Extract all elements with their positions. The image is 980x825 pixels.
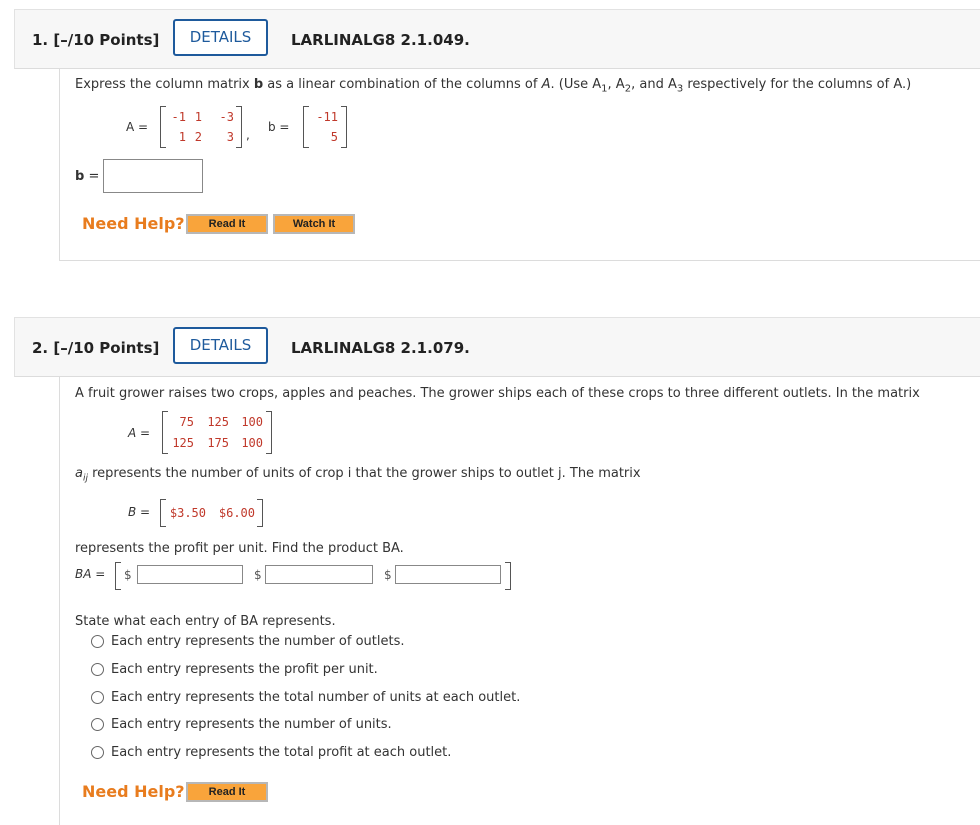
option-radio[interactable] (91, 663, 104, 676)
answer-input[interactable] (103, 159, 203, 193)
dollar-sign: $ (124, 568, 132, 582)
matrix-bracket-left (160, 106, 166, 148)
matrix-a-label: A = (126, 120, 149, 134)
matrix-cell: 75 (179, 415, 194, 429)
ba-entry-2-input[interactable] (265, 565, 373, 584)
option-radio[interactable] (91, 635, 104, 648)
matrix-cell: 175 (207, 436, 229, 450)
matrix-separator: , (246, 128, 250, 142)
matrix-bracket-left (160, 499, 166, 527)
matrix-cell: 1 (178, 130, 186, 144)
option-label: Each entry represents the total profit at each outlet. (111, 745, 452, 760)
matrix-cell: 5 (330, 130, 338, 144)
profit-description: represents the profit per unit. Find the product BA. (75, 541, 404, 556)
need-help-label: Need Help? (82, 782, 185, 801)
need-help-label: Need Help? (82, 214, 185, 233)
matrix-cell: -3 (219, 110, 234, 124)
read-it-button[interactable]: Read It (186, 782, 268, 802)
question-code: LARLINALG8 2.1.049. (291, 31, 470, 49)
dollar-sign: $ (384, 568, 392, 582)
matrix-a-label: A = (128, 426, 151, 440)
matrix-b-label: B = (128, 505, 151, 519)
question-number: 2. [–/10 Points] (32, 339, 160, 357)
option-label: Each entry represents the number of outlets. (111, 634, 405, 649)
matrix-bracket-right (341, 106, 347, 148)
matrix-bracket-right (505, 562, 511, 590)
matrix-cell: -11 (316, 110, 338, 124)
ba-entry-1-input[interactable] (137, 565, 243, 584)
matrix-bracket-left (115, 562, 121, 590)
matrix-cell: 100 (241, 436, 263, 450)
matrix-cell: $3.50 (169, 506, 206, 520)
question-2-prompt: A fruit grower raises two crops, apples and peaches. The grower ships each of these crops to three different outlets. In the matrix (75, 386, 920, 401)
matrix-bracket-right (236, 106, 242, 148)
option-label: Each entry represents the number of units. (111, 717, 392, 732)
matrix-cell: 100 (241, 415, 263, 429)
question-code: LARLINALG8 2.1.079. (291, 339, 470, 357)
question-1-prompt: Express the column matrix b as a linear combination of the columns of A. (Use $A_1$, $A_2$, and $A_3$ respectively for the columns of A.) (75, 77, 912, 95)
option-radio[interactable] (91, 691, 104, 704)
question-1-header (14, 9, 980, 69)
watch-it-button[interactable]: Watch It (273, 214, 355, 234)
read-it-button[interactable]: Read It (186, 214, 268, 234)
details-button[interactable]: DETAILS (173, 327, 268, 364)
aij-description: $a_{ij}$ represents the number of units of crop i that the grower ships to outlet j. The matrix (75, 466, 641, 484)
matrix-bracket-right (257, 499, 263, 527)
question-2-header (14, 317, 980, 377)
matrix-cell: -1 (171, 110, 186, 124)
state-prompt: State what each entry of BA represents. (75, 614, 336, 629)
matrix-cell: 125 (172, 436, 194, 450)
option-radio[interactable] (91, 718, 104, 731)
dollar-sign: $ (254, 568, 262, 582)
matrix-b-label: b = (268, 120, 290, 134)
matrix-cell: $6.00 (218, 506, 255, 520)
question-number: 1. [–/10 Points] (32, 31, 160, 49)
ba-label: BA = (75, 567, 106, 581)
ba-entry-3-input[interactable] (395, 565, 501, 584)
option-label: Each entry represents the profit per unit. (111, 662, 378, 677)
matrix-cell: 125 (207, 415, 229, 429)
option-label: Each entry represents the total number of units at each outlet. (111, 690, 521, 705)
details-button[interactable]: DETAILS (173, 19, 268, 56)
matrix-cell: 2 (194, 130, 202, 144)
matrix-cell: 1 (194, 110, 202, 124)
answer-label: b = (75, 169, 100, 184)
option-radio[interactable] (91, 746, 104, 759)
matrix-cell: 3 (226, 130, 234, 144)
matrix-bracket-right (266, 411, 272, 454)
